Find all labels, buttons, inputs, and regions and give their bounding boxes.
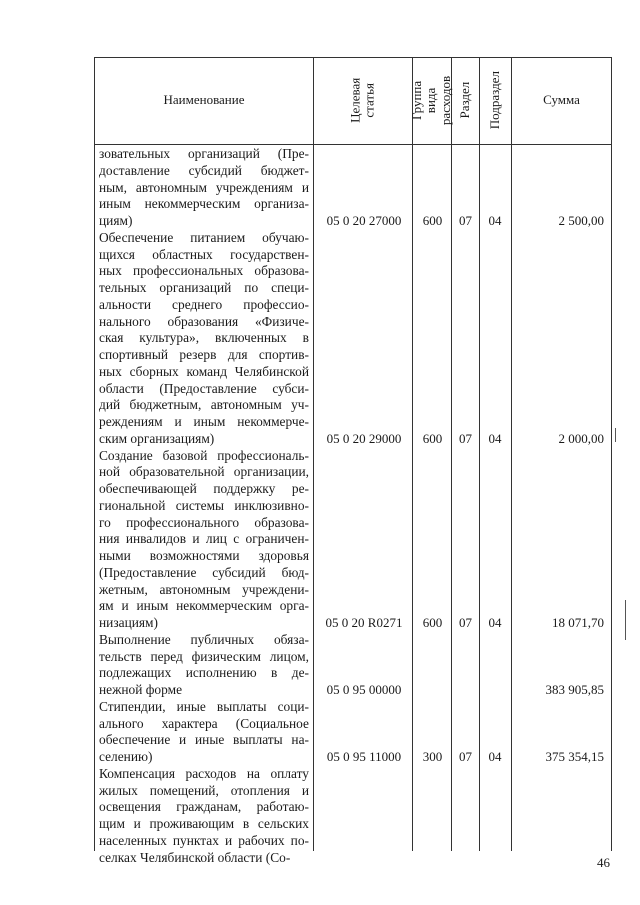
page-number: 46 xyxy=(597,855,610,870)
row-sum: 2 000,00 xyxy=(558,430,604,446)
header-subsection xyxy=(480,57,511,144)
scan-mark xyxy=(615,428,616,442)
name-line: (Предоставление субсидий бюд- xyxy=(99,564,309,580)
row-subsection: 04 xyxy=(488,430,502,446)
header-name-text: Наименование xyxy=(163,92,245,108)
name-line: ной образовательной организации, xyxy=(99,464,309,480)
name-line: обеспечивающей поддержку ре- xyxy=(99,481,309,496)
name-line: доставление субсидий бюджет- xyxy=(99,162,309,178)
name-line: реждениям и иным некоммерче- xyxy=(99,414,309,429)
name-line: ных профессиональных образова- xyxy=(99,263,309,279)
name-line: низациям) xyxy=(99,615,158,630)
name-line: ных сборных команд Челябинской xyxy=(99,363,309,379)
name-line: нежной форме xyxy=(99,682,183,697)
header-expense-group-text: Группа вида расходов xyxy=(409,75,454,126)
name-line: го профессионального образова- xyxy=(99,514,309,530)
name-line: иным некоммерческим организа- xyxy=(99,196,309,212)
row-section: 07 xyxy=(459,430,472,446)
col-border-right xyxy=(611,57,612,851)
scan-mark xyxy=(625,600,626,640)
row-sum: 375 354,15 xyxy=(545,749,604,764)
header-target-article xyxy=(314,57,412,144)
col-border-name xyxy=(313,57,314,851)
row-group: 600 xyxy=(422,615,443,630)
col-border-subsection xyxy=(511,57,512,851)
name-line: подлежащих исполнению в де- xyxy=(99,665,309,681)
name-line: Создание базовой профессиональ- xyxy=(99,447,309,463)
name-line: ными возможностями здоровья xyxy=(99,548,309,563)
row-code: 05 0 95 00000 xyxy=(326,682,402,697)
name-line: селению) xyxy=(99,749,153,764)
col-border-group xyxy=(451,57,452,851)
name-line: дий бюджетным, автономным уч- xyxy=(99,397,309,413)
row-code: 05 0 20 27000 xyxy=(326,213,402,228)
name-line: зовательных организаций (Пре- xyxy=(99,146,309,161)
name-line: ским организациям) xyxy=(99,430,215,446)
row-sum: 383 905,85 xyxy=(545,682,604,697)
name-line: Выполнение публичных обяза- xyxy=(99,631,309,647)
name-line: обеспечение и иные выплаты на- xyxy=(99,732,309,748)
name-line: ния инвалидов и лиц с ограничен- xyxy=(99,531,309,547)
header-section-text: Раздел xyxy=(457,82,473,119)
name-line: Компенсация расходов на оплату xyxy=(99,765,309,781)
name-line: тельств перед физическим лицом, xyxy=(99,648,309,664)
name-line: спортивный резерв для спортив- xyxy=(99,347,309,362)
name-line: населенных пунктах и рабочих по- xyxy=(99,832,309,848)
col-border-code xyxy=(412,57,413,851)
row-code: 05 0 20 R0271 xyxy=(325,615,403,630)
row-section: 07 xyxy=(459,213,472,228)
name-line: жетным, автономным учреждени- xyxy=(99,581,309,597)
name-line: освещения гражданам, работаю- xyxy=(99,799,309,815)
row-group: 600 xyxy=(422,213,443,228)
header-sum-text: Сумма xyxy=(543,92,580,108)
header-subsection-text: Подраздел xyxy=(487,71,503,130)
name-line: ным, автономным учреждениям и xyxy=(99,179,309,195)
header-bottom-border xyxy=(94,144,611,145)
name-line: нального образования «Физиче- xyxy=(99,313,309,329)
col-border-left xyxy=(94,57,95,851)
row-section: 07 xyxy=(459,749,472,764)
row-group: 600 xyxy=(422,430,443,446)
name-line: ям и иным некоммерческим орга- xyxy=(99,598,309,614)
header-sum xyxy=(512,57,611,144)
row-subsection: 04 xyxy=(488,213,502,228)
name-line: щим и проживающим в сельских xyxy=(99,816,309,831)
row-sum: 2 500,00 xyxy=(558,213,604,228)
name-line: Стипендии, иные выплаты соци- xyxy=(99,698,309,714)
name-line: тельных организаций по специ- xyxy=(99,280,309,295)
name-line: селках Челябинской области (Со- xyxy=(99,849,291,865)
name-line: гиональной системы инклюзивно- xyxy=(99,497,309,513)
header-expense-group xyxy=(409,57,454,144)
row-subsection: 04 xyxy=(488,749,502,764)
name-line: ального характера (Социальное xyxy=(99,715,309,731)
name-line: Обеспечение питанием обучаю- xyxy=(99,229,309,245)
row-group: 300 xyxy=(422,749,443,764)
row-code: 05 0 20 29000 xyxy=(326,430,402,446)
col-border-section xyxy=(479,57,480,851)
name-line: щихся областных государствен- xyxy=(99,246,309,262)
name-line: ская культура», включенных в xyxy=(99,330,309,346)
header-section xyxy=(452,57,479,144)
row-subsection: 04 xyxy=(488,615,502,630)
name-column-text xyxy=(99,146,309,866)
name-line: циям) xyxy=(99,213,133,228)
header-target-article-text: Целевая статья xyxy=(347,77,377,124)
header-name xyxy=(95,57,313,144)
row-code: 05 0 95 11000 xyxy=(326,749,402,764)
row-section: 07 xyxy=(459,615,472,630)
name-line: жилых помещений, отопления и xyxy=(99,782,309,798)
name-line: альности среднего профессио- xyxy=(99,296,309,312)
name-line: области (Предоставление субси- xyxy=(99,380,309,396)
row-sum: 18 071,70 xyxy=(552,615,604,630)
